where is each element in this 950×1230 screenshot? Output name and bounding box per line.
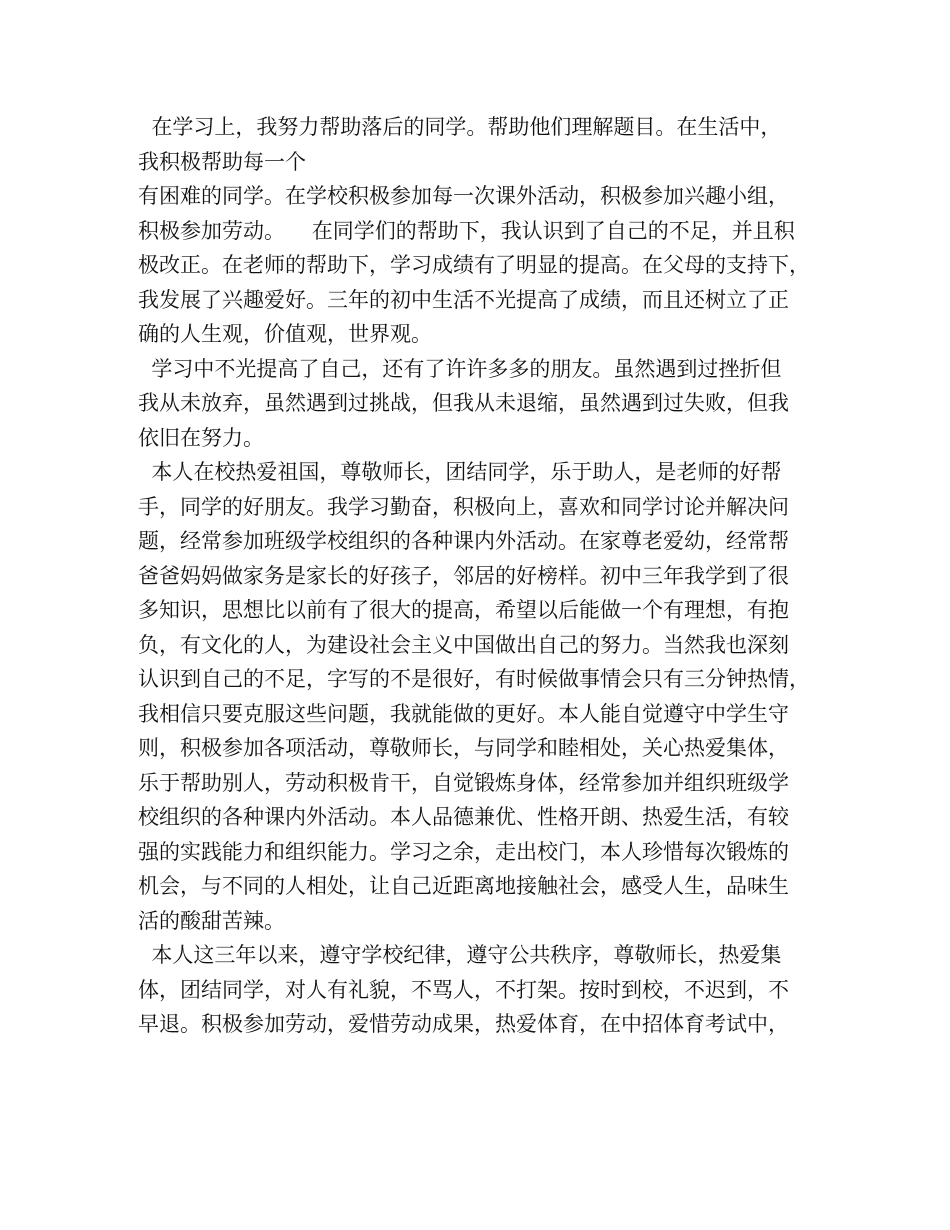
text-line: 体，团结同学，对人有礼貌，不骂人，不打架。按时到校，不迟到，不 [138,977,789,1002]
text-line: 依旧在努力。 [138,425,264,450]
text-line: 乐于帮助别人，劳动积极肯干，自觉锻炼身体，经常参加并组织班级学 [138,770,789,795]
text-line: 我积极帮助每一个 [138,149,306,174]
text-line: 强的实践能力和组织能力。学习之余，走出校门，本人珍惜每次锻炼的 [138,839,789,864]
text-line: 活的酸甜苦辣。 [138,908,285,933]
text-line: 我发展了兴趣爱好。三年的初中生活不光提高了成绩，而且还树立了正 [138,287,789,312]
text-line: 学习中不光提高了自己，还有了许许多多的朋友。虽然遇到过挫折但 [138,356,782,381]
text-line: 认识到自己的不足，字写的不是很好，有时候做事情会只有三分钟热情， [138,667,810,691]
text-line: 本人这三年以来，遵守学校纪律，遵守公共秩序，尊敬师长，热爱集 [138,943,782,967]
text-line: 题，经常参加班级学校组织的各种课内外活动。在家尊老爱幼，经常帮 [138,529,789,553]
text-line: 在学习上，我努力帮助落后的同学。帮助他们理解题目。在生活中， [138,115,782,139]
text-line: 确的人生观，价值观，世界观。 [138,322,432,346]
text-line: 早退。积极参加劳动，爱惜劳动成果，热爱体育，在中招体育考试中， [138,1012,789,1036]
document-body [138,110,828,1042]
text-line: 爸爸妈妈做家务是家长的好孩子，邻居的好榜样。初中三年我学到了很 [138,563,789,588]
text-line: 极改正。在老师的帮助下，学习成绩有了明显的提高。在父母的支持下， [138,253,810,277]
text-line: 我从未放弃，虽然遇到过挑战，但我从未退缩，虽然遇到过失败，但我 [138,391,789,415]
text-line: 我相信只要克服这些问题，我就能做的更好。本人能自觉遵守中学生守 [138,701,789,726]
text-line: 本人在校热爱祖国，尊敬师长，团结同学，乐于助人，是老师的好帮 [138,460,782,484]
text-line: 校组织的各种课内外活动。本人品德兼优、性格开朗、热爱生活，有较 [138,805,789,829]
text-line: 多知识，思想比以前有了很大的提高，希望以后能做一个有理想，有抱 [138,598,789,622]
text-line: 手，同学的好朋友。我学习勤奋，积极向上，喜欢和同学讨论并解决问 [138,494,789,519]
text-line: 则，积极参加各项活动，尊敬师长，与同学和睦相处，关心热爱集体， [138,736,789,760]
text-line: 机会，与不同的人相处，让自己近距离地接触社会，感受人生，品味生 [138,874,789,898]
text-line: 积极参加劳动。 在同学们的帮助下，我认识到了自己的不足，并且积 [138,218,795,243]
text-line: 负，有文化的人，为建设社会主义中国做出自己的努力。当然我也深刻 [138,632,789,657]
text-line: 有困难的同学。在学校积极参加每一次课外活动，积极参加兴趣小组， [138,184,789,208]
